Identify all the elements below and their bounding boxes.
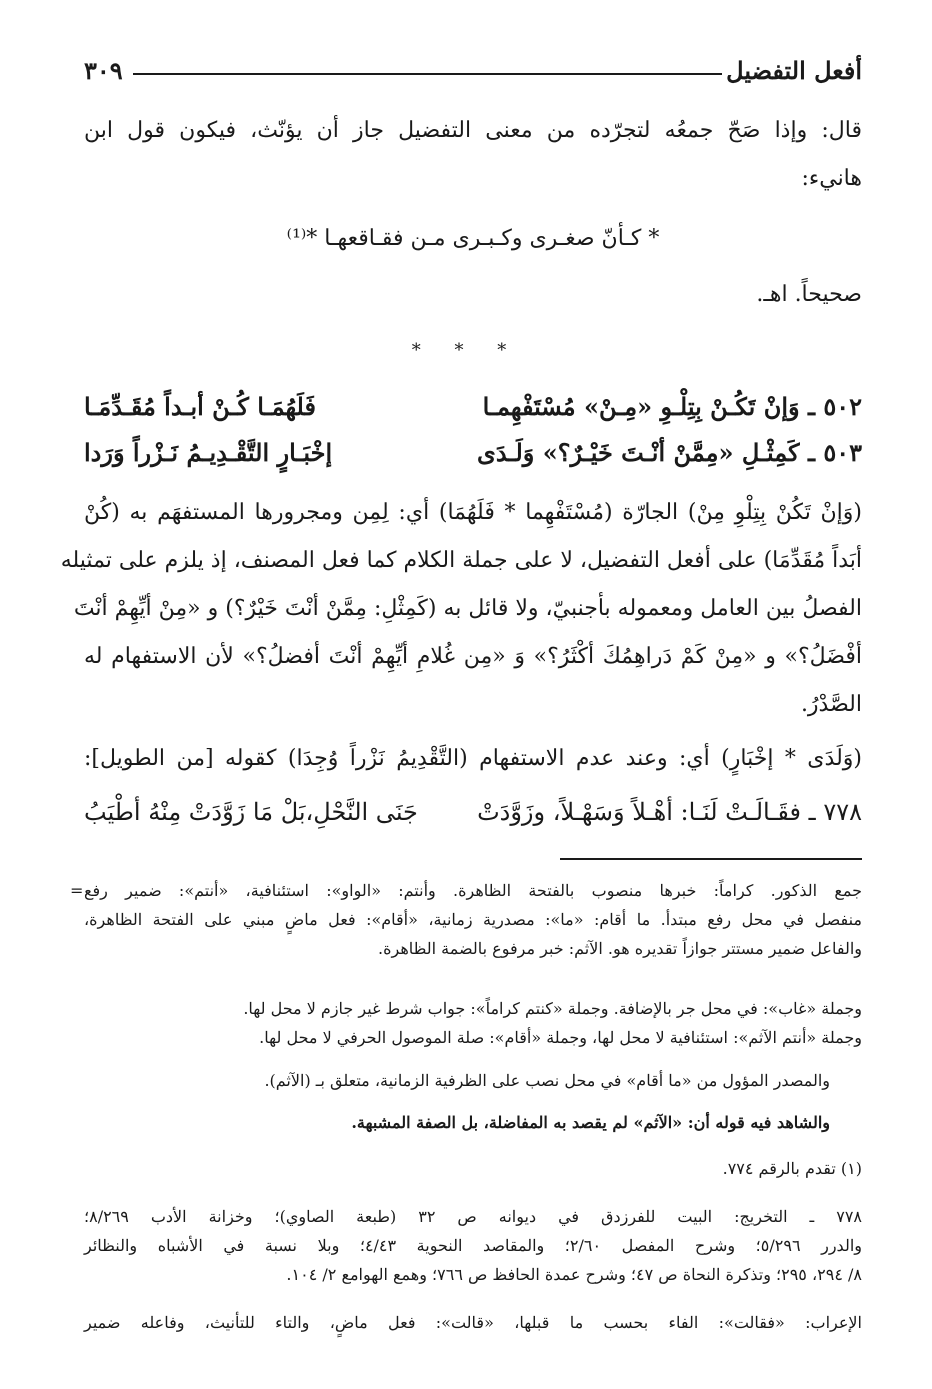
verse-number: ٥٠٣ ـ bbox=[807, 438, 862, 467]
intro-closing: صحيحاً. اهـ. bbox=[756, 282, 862, 307]
footnote-line: والمصدر المؤول من «ما أقام» في محل نصب على الظرفية الزمانية، متعلق بـ (الآثم). bbox=[264, 1071, 830, 1090]
verse-text: كَمِثْـلِ «مِمَّنْ أنْـتَ خَيْـرٌ؟» وَلَـدَى bbox=[477, 438, 800, 467]
verse-text: وَإنْ تَكُـنْ بِتِلْـوِ «مِـنْ» مُسْتَفْهِمـا bbox=[482, 392, 800, 421]
verse-first-hemistich bbox=[483, 392, 862, 421]
verse-number: ٧٧٨ ـ bbox=[808, 798, 862, 826]
footnote-line: وجملة «غاب»: في محل جر بالإضافة. وجملة «كنتم كراماً»: جواب شرط غير جازم لا محل لها. bbox=[243, 999, 862, 1018]
verse-second-hemistich: فَلَهُمَـا كُـنْ أبـداً مُقَـدِّمَـا bbox=[84, 392, 316, 421]
section-separator: * * * bbox=[411, 340, 521, 361]
commentary-line-1: (وَإنْ تَكُنْ بِتِلْوِ مِنْ) الجارّة (مُسْتَفْهِما * فَلَهُمَا) أي: لِمِن ومجرورها المستفهَم به (كُنْ bbox=[84, 500, 862, 525]
verse-number: ٥٠٢ ـ bbox=[807, 392, 862, 421]
page-number: ٣٠٩ bbox=[84, 56, 123, 85]
footnote-line: والفاعل ضمير مستتر جوازاً تقديره هو. الآثم: خبر مرفوع بالضمة الظاهرة. bbox=[378, 939, 862, 958]
verse-503 bbox=[84, 438, 862, 482]
commentary-line-5: الصَّدْرُ. bbox=[800, 692, 862, 717]
commentary-line-2: أبَداً مُقَدِّمَا) على أفعل التفضيل، لا على جملة الكلام كما فعل المصنف، إذ يلزم على تمثيله bbox=[60, 548, 862, 573]
footnote-line: والدرر ٥/٢٩٦؛ وشرح المفصل ٢/٦٠؛ والمقاصد النحوية ٤/٤٣؛ وبلا نسبة في الأشباه والنظائر bbox=[84, 1236, 862, 1255]
commentary-line-6: (وَلَدَى * إخْبَارٍ) أي: وعند عدم الاستفهام (التَّقْدِيمُ نَزْراً وُجِدَا) كقوله [من الطويل]: bbox=[84, 746, 862, 771]
running-head-title: أفعل التفضيل bbox=[726, 56, 862, 85]
verse-text: فقَـالَـتْ لَنَـا: أهْـلاً وَسَهْـلاً، وزَوَّدَتْ bbox=[477, 798, 802, 826]
intro-line-1: قال: وإذا صَحّ جمعُه لتجرّده من معنى التفضيل جاز أن يؤنّث، فيكون قول ابن bbox=[84, 118, 862, 143]
footnote-line: ٧٧٨ ـ التخريج: البيت للفرزدق في ديوانه ص ٣٢ (طبعة الصاوي)؛ وخزانة الأدب ٨/٢٦٩؛ bbox=[84, 1207, 863, 1226]
footnote-block-2 bbox=[84, 994, 862, 1052]
continuation-mark: = bbox=[70, 881, 84, 900]
irab-block bbox=[84, 1308, 862, 1337]
footnote-1 bbox=[84, 1154, 862, 1183]
verse-778 bbox=[84, 798, 862, 842]
verse-502 bbox=[84, 392, 862, 436]
footnote-line: (١) تقدم بالرقم ٧٧٤. bbox=[722, 1159, 862, 1178]
footnote-line: الإعراب: «فقالت»: الفاء بحسب ما قبلها، «قالت»: فعل ماضٍ، والتاء للتأنيث، وفاعله ضمير bbox=[84, 1313, 862, 1332]
footnote-block-4 bbox=[84, 1108, 862, 1137]
footnote-line: وجملة «أنتم الآثم»: استئنافية لا محل لها، وجملة «أقام»: صلة الموصول الحرفي لا محل لها. bbox=[259, 1028, 862, 1047]
footnote-block-1 bbox=[70, 876, 862, 963]
footnote-line: جمع الذكور. كراماً: خبرها منصوب بالفتحة الظاهرة. وأنتم: «الواو»: استئنافية، «أنتم»: ضمير رفع bbox=[84, 881, 862, 900]
verse-first-hemistich bbox=[477, 438, 862, 467]
footnote-line: ٨/ ٢٩٤، ٢٩٥؛ وتذكرة النحاة ص ٤٧؛ وشرح عمدة الحافظ ص ٧٦٦؛ وهمع الهوامع ٢/ ١٠٤. bbox=[286, 1265, 862, 1284]
footnote-block-3 bbox=[84, 1066, 862, 1095]
commentary-line-4: أفْضَلُ؟» و «مِنْ كَمْ دَراهِمُكَ أكْثَرُ؟» وَ «مِن غُلامِ أيِّهِمْ أنْتَ أفضلُ؟» لأن الاستفهام له bbox=[84, 644, 862, 669]
verse-second-hemistich: جَنَى النَّحْلِ،بَلْ مَا زَوَّدَتْ مِنْهُ أطْيَبُ bbox=[84, 798, 418, 826]
verse-first-hemistich bbox=[477, 798, 862, 826]
header-rule bbox=[133, 73, 722, 75]
takhrij-block bbox=[84, 1202, 862, 1289]
footnote-line: والشاهد فيه قوله أن: «الآثم» لم يقصد به المفاضلة، بل الصفة المشبهة. bbox=[351, 1113, 830, 1132]
intro-line-2: هانيء: bbox=[801, 166, 862, 191]
footnote-rule bbox=[560, 858, 862, 860]
quoted-hemistich: * كـأنّ صغـرى وكـبـرى مـن فقـاقعهـا *⁽¹⁾ bbox=[286, 226, 660, 251]
commentary-line-3: الفصلُ بين العامل ومعموله بأجنبيّ، ولا قائل به (كَمِثْلِ: مِمَّنْ أنْتَ خَيْرٌ؟) و «مِنْ أيِّهِمْ أنْتَ bbox=[73, 596, 862, 621]
footnote-line: منفصل في محل رفع مبتدأ. ما أقام: «ما»: مصدرية زمانية، «أقام»: فعل ماضٍ مبني على الفتحة الظاهرة، bbox=[84, 910, 862, 929]
verse-second-hemistich: إخْبَـارٍ التَّقْـدِيـمُ نَـزْراً وَرَدا bbox=[84, 438, 333, 467]
